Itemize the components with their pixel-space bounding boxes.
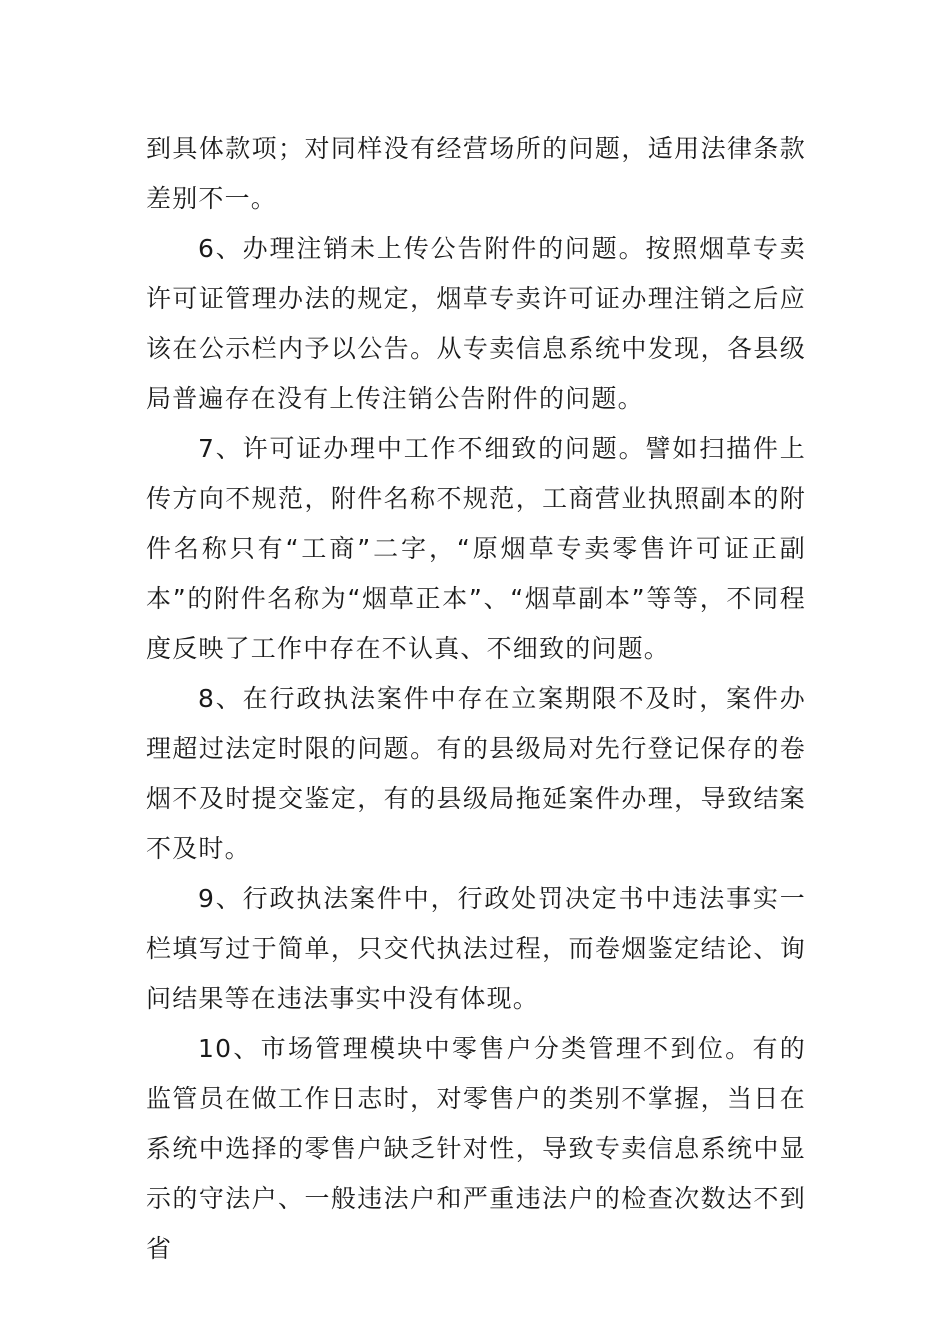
paragraph-item-6: 6、办理注销未上传公告附件的问题。按照烟草专卖许可证管理办法的规定，烟草专卖许可证办理注销之后应该在公示栏内予以公告。从专卖信息系统中发现，各县级局普遍存在没有上传注销公告附件的问题。	[146, 234, 806, 413]
document-body	[146, 124, 806, 1274]
paragraph-item-7: 7、许可证办理中工作不细致的问题。譬如扫描件上传方向不规范，附件名称不规范，工商营业执照副本的附件名称只有“工商”二字，“原烟草专卖零售许可证正副本”的附件名称为“烟草正本”、“烟草副本”等等，不同程度反映了工作中存在不认真、不细致的问题。	[146, 434, 806, 663]
paragraph-item-8: 8、在行政执法案件中存在立案期限不及时，案件办理超过法定时限的问题。有的县级局对先行登记保存的卷烟不及时提交鉴定，有的县级局拖延案件办理，导致结案不及时。	[146, 684, 806, 863]
paragraph-continuation: 到具体款项；对同样没有经营场所的问题，适用法律条款差别不一。	[146, 134, 806, 213]
paragraph-item-9: 9、行政执法案件中，行政处罚决定书中违法事实一栏填写过于简单，只交代执法过程，而卷烟鉴定结论、询问结果等在违法事实中没有体现。	[146, 884, 806, 1013]
paragraph-item-10: 10、市场管理模块中零售户分类管理不到位。有的监管员在做工作日志时，对零售户的类别不掌握，当日在系统中选择的零售户缺乏针对性，导致专卖信息系统中显示的守法户、一般违法户和严重违法户的检查次数达不到省	[146, 1034, 806, 1263]
